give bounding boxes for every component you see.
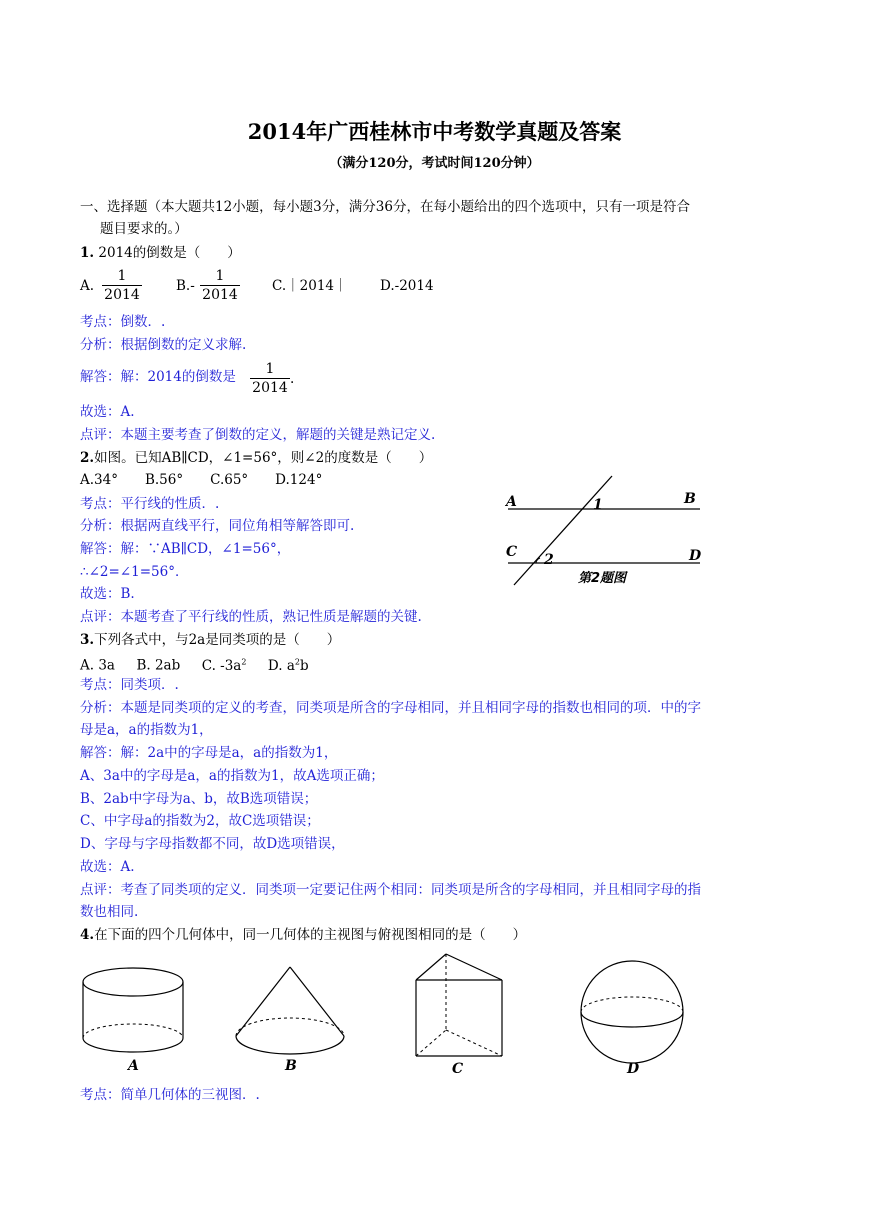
q1-stem	[80, 242, 241, 264]
fig-angle-1: 1	[593, 497, 603, 513]
q2-parallel-lines-figure	[500, 474, 710, 594]
solid-label-b: B	[285, 1058, 297, 1074]
q1-option-a-label: A.	[80, 278, 95, 294]
q4-number: 4.	[80, 927, 95, 943]
q2-jieda2: ∴∠2=∠1=56°．	[80, 564, 189, 580]
q3-fenxi1: 分析：本题是同类项的定义的考查，同类项是所含的字母相同，并且相同字母的指数也相同的项．中的字	[80, 700, 701, 716]
solid-label-d: D	[627, 1061, 640, 1077]
fig-angle-2: 2	[544, 552, 554, 568]
cone-shape	[236, 967, 344, 1054]
section-header-line1: 一、选择题（本大题共12小题，每小题3分，满分36分，在每小题给出的四个选项中，只有一项是符合	[80, 199, 690, 215]
q1-jieda-end: .	[290, 371, 295, 387]
q1-option-b-numerator: 1	[200, 267, 240, 286]
q1-fenxi: 分析：根据倒数的定义求解.	[80, 337, 247, 353]
q1-jieda-denominator: 2014	[252, 380, 288, 396]
q3-line-c: C、中字母a的指数为2，故C选项错误；	[80, 813, 320, 829]
q1-option-a-fraction	[102, 267, 142, 304]
fig-label-c: C	[506, 544, 518, 560]
q3-stem	[80, 629, 340, 651]
solid-label-c: C	[452, 1061, 464, 1077]
fig-label-a: A	[506, 494, 517, 510]
q3-stem-text: 下列各式中，与2a是同类项的是（ ）	[94, 632, 341, 648]
q1-jieda-fraction	[250, 360, 290, 397]
fig-label-d: D	[689, 548, 702, 564]
angle-2-arc	[536, 558, 540, 563]
fig-caption: 第2题图	[578, 571, 627, 586]
q3-line-a: A、3a中的字母是a，a的指数为1，故A选项正确；	[80, 768, 384, 784]
q2-number: 2.	[80, 450, 95, 466]
q1-stem-text: 2014的倒数是（ ）	[98, 245, 241, 261]
q2-kaodian: 考点：平行线的性质．.	[80, 496, 220, 512]
q2-fenxi: 分析：根据两直线平行，同位角相等解答即可.	[80, 518, 355, 534]
q1-dianping: 点评：本题主要考查了倒数的定义，解题的关键是熟记定义.	[80, 427, 436, 443]
prism-shape	[416, 954, 502, 1056]
transversal-line	[514, 476, 612, 585]
q1-option-d: D.-2014	[380, 278, 434, 294]
q1-guxuan: 故选：A.	[80, 404, 135, 420]
q3-option-d: D. $a^2b$	[267, 657, 309, 674]
q1-option-c: C.｜2014｜	[272, 278, 348, 294]
q1-option-b-fraction	[200, 267, 240, 304]
q4-solids-figure	[70, 950, 730, 1080]
q3-line-b: B、2ab中字母为a、b，故B选项错误；	[80, 791, 318, 807]
q4-stem-text: 在下面的四个几何体中，同一几何体的主视图与俯视图相同的是（ ）	[94, 927, 527, 943]
q1-kaodian: 考点：倒数．.	[80, 314, 166, 330]
page-subtitle: （满分120分，考试时间120分钟）	[329, 156, 540, 171]
q2-stem-text: 如图。已知AB∥CD，∠1=56°，则∠2的度数是（ ）	[94, 450, 433, 466]
q2-jieda1: 解答：解：∵AB∥CD，∠1=56°，	[80, 541, 291, 557]
q3-number: 3.	[80, 632, 95, 648]
q3-option-c: C. $-3a^2$	[201, 657, 247, 674]
q1-option-b-label: B.-	[176, 278, 195, 294]
q1-number: 1.	[80, 245, 95, 261]
q4-stem	[80, 924, 526, 946]
cylinder-shape	[83, 968, 183, 1052]
q1-option-a-numerator: 1	[102, 267, 142, 286]
q3-fenxi2: 母是a，a的指数为1，	[80, 722, 213, 738]
q3-options	[80, 651, 309, 677]
q4-kaodian: 考点：简单几何体的三视图．.	[80, 1087, 260, 1103]
q2-dianping: 点评：本题考查了平行线的性质，熟记性质是解题的关键.	[80, 609, 422, 625]
q3-dianping1: 点评：考查了同类项的定义．同类项一定要记住两个相同：同类项是所含的字母相同，并且相同字母的指	[80, 882, 701, 898]
q2-options: A.34° B.56° C.65° D.124°	[80, 472, 323, 488]
solid-label-a: A	[128, 1058, 139, 1074]
q3-line-d: D、字母与字母指数都不同，故D选项错误，	[80, 836, 345, 852]
section-header-line2: 题目要求的。）	[100, 221, 188, 237]
q1-option-b-denominator: 2014	[202, 287, 238, 303]
q3-jieda: 解答：解：2a中的字母是a，a的指数为1，	[80, 745, 338, 761]
sphere-shape	[581, 961, 683, 1063]
q1-jieda: 解答：解：2014的倒数是	[80, 369, 236, 385]
q2-stem	[80, 447, 432, 469]
q3-option-a: A. 3a	[80, 657, 115, 674]
fig-label-b: B	[684, 491, 696, 507]
q3-dianping2: 数也相同.	[80, 904, 139, 920]
page-title: 2014年广西桂林市中考数学真题及答案	[247, 119, 622, 144]
q3-option-b: B. 2ab	[136, 657, 181, 674]
q3-guxuan: 故选：A.	[80, 859, 135, 875]
q1-option-a-denominator: 2014	[104, 287, 140, 303]
q1-jieda-numerator: 1	[250, 360, 290, 379]
q3-kaodian: 考点：同类项．.	[80, 677, 179, 693]
q2-guxuan: 故选：B.	[80, 586, 135, 602]
